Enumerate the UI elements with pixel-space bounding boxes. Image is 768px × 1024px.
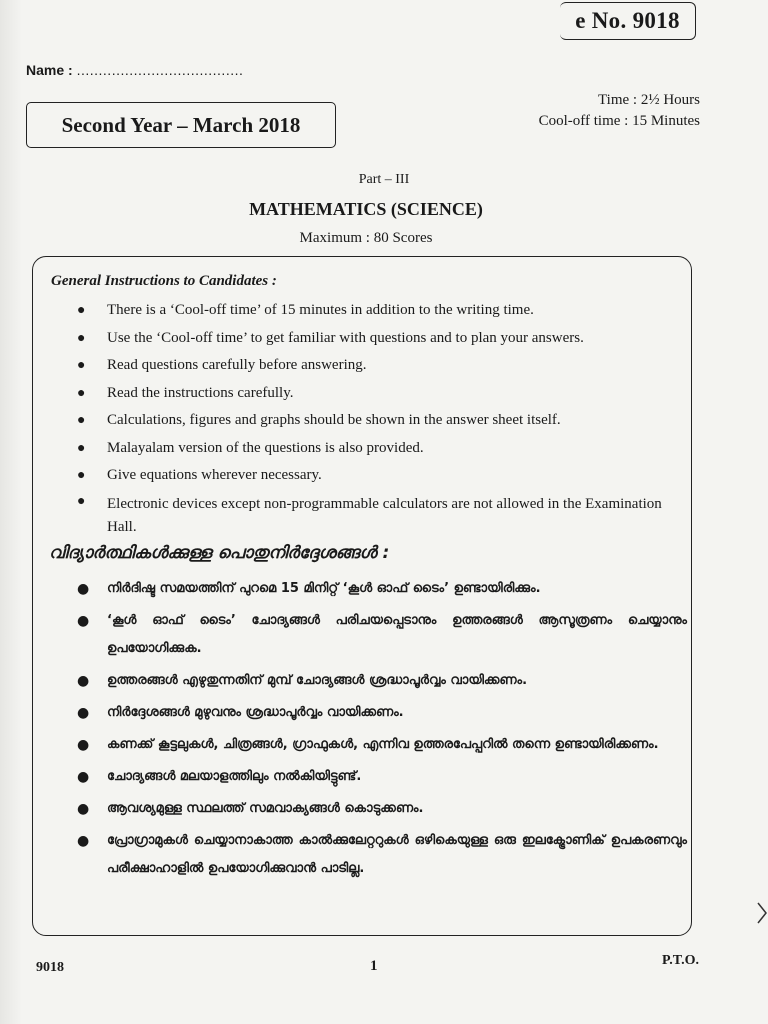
list-item: ● ചോദ്യങ്ങൾ മലയാളത്തിലും നൽകിയിട്ടുണ്ട്. [77, 763, 687, 791]
time-duration: Time : 2½ Hours [598, 92, 700, 108]
list-item: ● Read questions carefully before answering. [77, 352, 667, 380]
instructions-heading-en: General Instructions to Candidates : [51, 273, 277, 289]
name-field [26, 62, 243, 78]
list-item: ● Use the ‘Cool-off time’ to get familiar with questions and to plan your answers. [77, 325, 667, 353]
list-item: ● പ്രോഗ്രാമുകൾ ചെയ്യാനാകാത്ത കാൽക്കുലേറ്ററുകൾ ഒഴികെയുള്ള ഒരു ഇലക്ട്രോണിക് ഉപകരണവും പരീക്ഷാഹാളിൽ ഉപയോഗിക്കുവാൻ പാടില്ല. [77, 827, 687, 883]
question-code-box: e No. 9018 [560, 2, 696, 40]
list-item: ● Read the instructions carefully. [77, 380, 667, 408]
exam-subject: MATHEMATICS (SCIENCE) [249, 199, 483, 219]
instructions-list-ml [77, 575, 687, 887]
instructions-heading-ml: വിദ്യാർത്ഥികൾക്കുള്ള പൊതുനിർദ്ദേശങ്ങൾ : [49, 543, 390, 563]
exam-part: Part – III [358, 172, 410, 187]
list-item: ● നിർദ്ദേശങ്ങൾ മുഴുവനും ശ്രദ്ധാപൂർവ്വം വായിക്കണം. [77, 699, 687, 727]
bullet-icon: ● [77, 468, 86, 483]
bullet-icon: ● [77, 833, 90, 849]
list-item: ● Calculations, figures and graphs should be shown in the answer sheet itself. [77, 407, 667, 435]
bullet-icon: ● [77, 769, 90, 785]
list-item: ● Give equations wherever necessary. [77, 462, 667, 490]
bullet-icon: ● [77, 303, 86, 318]
list-item: ● There is a ‘Cool-off time’ of 15 minutes in addition to the writing time. [77, 297, 667, 325]
page-edge [0, 0, 22, 1024]
bullet-icon: ● [77, 330, 86, 346]
bullet-icon: ● [77, 413, 86, 428]
list-item: ● Malayalam version of the questions is also provided. [77, 435, 667, 463]
footer-question-code: 9018 [36, 960, 64, 975]
list-item: ● Electronic devices except non-programmable calculators are not allowed in the Examination Hall. [77, 490, 667, 539]
maximum-score: Maximum : 80 Scores [299, 230, 433, 246]
bullet-icon: ● [77, 613, 90, 629]
bullet-icon: ● [77, 737, 90, 753]
list-item: ● കണക്ക് കൂട്ടലുകൾ, ചിത്രങ്ങൾ, ഗ്രാഫുകൾ, എന്നിവ ഉത്തരപേപ്പറിൽ തന്നെ ഉണ്ടായിരിക്കണം. [77, 731, 687, 759]
list-item: ● ആവശ്യമുള്ള സ്ഥലത്ത് സമവാക്യങ്ങൾ കൊടുക്കണം. [77, 795, 687, 823]
name-blank: ...................................... [76, 62, 244, 78]
next-page-arrow-icon[interactable] [756, 900, 768, 926]
list-item: ● ‘കൂൾ ഓഫ് ടൈം’ ചോദ്യങ്ങൾ പരിചയപ്പെടാനും ഉത്തരങ്ങൾ ആസൂത്രണം ചെയ്യാനും ഉപയോഗിക്കുക. [77, 607, 687, 663]
name-label: Name : [26, 62, 73, 78]
bullet-icon: ● [77, 581, 90, 597]
bullet-icon: ● [77, 358, 86, 373]
bullet-icon: ● [77, 440, 86, 456]
instructions-box [32, 256, 692, 936]
bullet-icon: ● [77, 801, 90, 817]
bullet-icon: ● [77, 705, 90, 721]
bullet-icon: ● [77, 673, 90, 689]
bullet-icon: ● [77, 385, 86, 401]
instructions-list-en [77, 297, 667, 539]
time-block [539, 90, 700, 132]
list-item: ● നിർദിഷ്ട സമയത്തിന് പുറമെ 15 മിനിറ്റ് ‘കൂൾ ഓഫ് ടൈം’ ഉണ്ടായിരിക്കും. [77, 575, 687, 603]
pto-label: P.T.O. [662, 953, 699, 968]
page-number: 1 [370, 958, 378, 974]
list-item: ● ഉത്തരങ്ങൾ എഴുതുന്നതിന് മുമ്പ് ചോദ്യങ്ങൾ ശ്രദ്ധാപൂർവ്വം വായിക്കണം. [77, 667, 687, 695]
exam-year-box: Second Year – March 2018 [26, 102, 336, 148]
bullet-icon: ● [77, 493, 86, 509]
cool-off-time: Cool-off time : 15 Minutes [538, 113, 700, 129]
